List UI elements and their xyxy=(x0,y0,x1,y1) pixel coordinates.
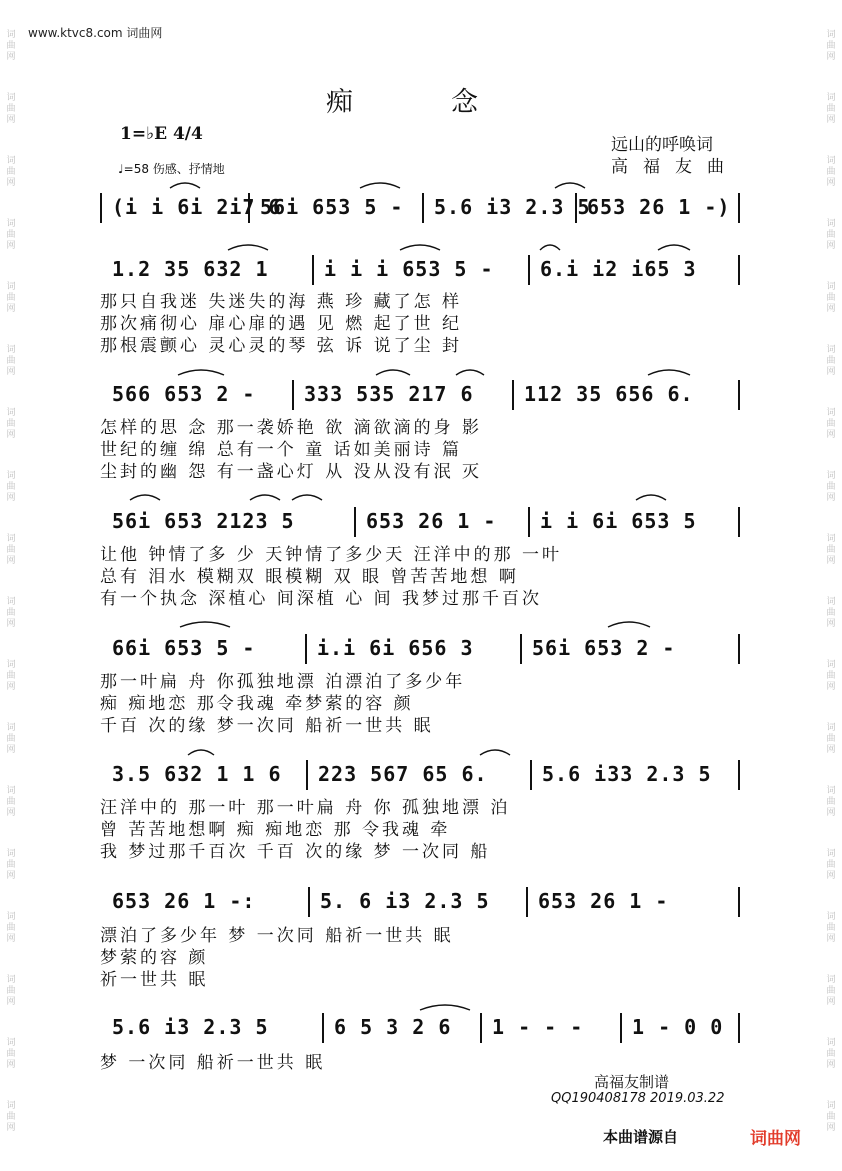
slur-arc xyxy=(130,495,160,500)
slur-arc xyxy=(292,495,322,500)
watermark-char: 词 xyxy=(6,408,16,418)
watermark-char: 曲 xyxy=(826,356,836,366)
watermark-char: 曲 xyxy=(826,797,836,807)
watermark-char: 网 xyxy=(6,493,16,503)
measure-notes: 1 - 0 0 xyxy=(632,1015,724,1039)
watermark-char: 词 xyxy=(826,912,836,922)
watermark-char: 网 xyxy=(6,115,16,125)
measure-notes: i i 6i 653 5 xyxy=(540,509,697,533)
measure-notes: i.i 6i 656 3 xyxy=(317,636,474,660)
slur-arc xyxy=(540,245,560,250)
lyric-line: 让他 钟情了多 少 天钟情了多少天 汪洋中的那 一叶 xyxy=(100,545,563,565)
lyric-line: 痴 痴地恋 那令我魂 牵梦萦的容 颜 xyxy=(100,694,414,714)
slur-arc xyxy=(658,245,690,250)
watermark-char: 曲 xyxy=(6,860,16,870)
watermark-char: 网 xyxy=(6,304,16,314)
watermark-char: 曲 xyxy=(826,167,836,177)
tempo-marking: ♩=58 伤感、抒情地 xyxy=(118,162,225,176)
watermark-char: 网 xyxy=(826,619,836,629)
measure-notes: 6 5 3 2 6 xyxy=(334,1015,452,1039)
slur-arc xyxy=(420,1005,470,1010)
watermark-char: 词 xyxy=(6,849,16,859)
slur-arc xyxy=(480,750,510,755)
watermark-char: 网 xyxy=(826,1060,836,1070)
watermark-char: 曲 xyxy=(826,1049,836,1059)
watermark-char: 曲 xyxy=(826,419,836,429)
watermark-char: 曲 xyxy=(826,671,836,681)
lyric-line: 漂泊了多少年 梦 一次同 船祈一世共 眠 xyxy=(100,926,454,946)
watermark-char: 词 xyxy=(6,345,16,355)
watermark-char: 网 xyxy=(826,115,836,125)
watermark-char: 词 xyxy=(826,30,836,40)
watermark-char: 词 xyxy=(826,93,836,103)
score-maker: 高福友制谱 xyxy=(594,1073,670,1091)
lyric-line: 总有 泪水 模糊双 眼模糊 双 眼 曾苦苦地想 啊 xyxy=(100,567,519,587)
watermark-char: 词 xyxy=(6,1038,16,1048)
watermark-char: 网 xyxy=(826,1123,836,1133)
watermark-char: 网 xyxy=(6,682,16,692)
watermark-char: 网 xyxy=(826,430,836,440)
watermark-char: 曲 xyxy=(826,923,836,933)
watermark-char: 词 xyxy=(826,282,836,292)
site-header[interactable]: www.ktvc8.com 词曲网 xyxy=(28,26,163,40)
watermark-char: 曲 xyxy=(6,419,16,429)
slur-arc xyxy=(178,370,224,375)
watermark-char: 网 xyxy=(6,808,16,818)
measure-notes: 653 26 1 - xyxy=(538,889,669,913)
watermark-char: 曲 xyxy=(826,860,836,870)
measure-notes: 5. 6 i3 2.3 5 xyxy=(320,889,490,913)
watermark-char: 词 xyxy=(826,471,836,481)
watermark-char: 网 xyxy=(826,304,836,314)
watermark-char: 曲 xyxy=(826,608,836,618)
watermark-char: 曲 xyxy=(826,104,836,114)
watermark-char: 词 xyxy=(6,471,16,481)
contact-date: QQ190408178 2019.03.22 xyxy=(551,1091,725,1106)
watermark-char: 词 xyxy=(6,1101,16,1111)
watermark-char: 词 xyxy=(6,912,16,922)
watermark-char: 词 xyxy=(826,723,836,733)
watermark-char: 曲 xyxy=(6,1049,16,1059)
lyric-line: 那次痛彻心 扉心扉的遇 见 燃 起了世 纪 xyxy=(100,314,463,334)
lyric-line: 汪洋中的 那一叶 那一叶扁 舟 你 孤独地漂 泊 xyxy=(100,798,511,818)
measure-notes: 112 35 656 6. xyxy=(524,382,694,406)
measure-notes: 653 26 1 -: xyxy=(112,889,256,913)
lyric-line: 那一叶扁 舟 你孤独地漂 泊漂泊了多少年 xyxy=(100,672,466,692)
watermark-char: 网 xyxy=(826,871,836,881)
watermark-char: 网 xyxy=(6,745,16,755)
slur-arc xyxy=(376,370,410,375)
measure-notes: 1.2 35 632 1 xyxy=(112,257,269,281)
lyric-line: 我 梦过那千百次 千百 次的缘 梦 一次同 船 xyxy=(100,842,491,862)
measure-notes: 66i 653 5 - xyxy=(112,636,256,660)
slur-arc xyxy=(180,622,230,627)
watermark-char: 词 xyxy=(6,93,16,103)
watermark-char: 网 xyxy=(826,808,836,818)
watermark-char: 词 xyxy=(6,975,16,985)
watermark-char: 曲 xyxy=(826,230,836,240)
measure-notes: 5.6 i3 2.3 5 xyxy=(434,195,591,219)
watermark-char: 曲 xyxy=(6,734,16,744)
watermark-char: 网 xyxy=(6,934,16,944)
watermark-char: 词 xyxy=(6,30,16,40)
measure-notes: 566 653 2 - xyxy=(112,382,256,406)
watermark-char: 网 xyxy=(826,556,836,566)
page-title: 痴念 xyxy=(326,87,576,118)
watermark-char: 曲 xyxy=(6,482,16,492)
lyric-line: 尘封的幽 怨 有一盏心灯 从 没从没有泯 灭 xyxy=(100,462,483,482)
watermark-char: 曲 xyxy=(6,1112,16,1122)
watermark-char: 词 xyxy=(826,219,836,229)
measure-notes: 333 535 217 6 xyxy=(304,382,474,406)
measure-notes: 5.6 i33 2.3 5 xyxy=(542,762,712,786)
measure-notes: 56i 653 2 - xyxy=(532,636,676,660)
lyric-line: 那只自我迷 失迷失的海 燕 珍 藏了怎 样 xyxy=(100,292,463,312)
slur-arc xyxy=(648,370,690,375)
watermark-char: 网 xyxy=(6,871,16,881)
watermark-char: 网 xyxy=(826,934,836,944)
composer-credit: 高福友曲 xyxy=(611,157,739,177)
watermark-char: 曲 xyxy=(6,41,16,51)
measure-notes: 56i 653 2123 5 xyxy=(112,509,295,533)
watermark-char: 词 xyxy=(6,786,16,796)
watermark-char: 曲 xyxy=(6,293,16,303)
lyric-line: 世纪的缠 绵 总有一个 童 话如美丽诗 篇 xyxy=(100,440,463,460)
slur-arc xyxy=(456,370,484,375)
lyric-line: 梦萦的容 颜 xyxy=(100,948,209,968)
watermark-char: 词 xyxy=(826,597,836,607)
slur-arc xyxy=(170,183,200,188)
measure-notes: 653 26 1 - xyxy=(366,509,497,533)
brand-logo[interactable]: 词曲网 xyxy=(750,1129,801,1149)
slur-arc xyxy=(555,183,585,188)
watermark-char: 词 xyxy=(826,849,836,859)
slur-arc xyxy=(250,495,280,500)
measure-notes: 6.i i2 i65 3 xyxy=(540,257,697,281)
lyric-line: 有一个执念 深植心 间深植 心 间 我梦过那千百次 xyxy=(100,589,543,609)
watermark-char: 词 xyxy=(826,1101,836,1111)
watermark-char: 曲 xyxy=(826,482,836,492)
watermark-char: 曲 xyxy=(6,671,16,681)
watermark-char: 词 xyxy=(826,786,836,796)
watermark-char: 网 xyxy=(6,178,16,188)
lyric-line: 梦 一次同 船祈一世共 眠 xyxy=(100,1053,326,1073)
watermark-char: 词 xyxy=(6,534,16,544)
watermark-char: 网 xyxy=(6,619,16,629)
measure-notes: 5.6 i3 2.3 5 xyxy=(112,1015,269,1039)
watermark-char: 曲 xyxy=(6,230,16,240)
watermark-char: 网 xyxy=(6,556,16,566)
lyric-line: 怎样的思 念 那一袭娇艳 欲 滴欲滴的身 影 xyxy=(100,418,483,438)
watermark-char: 网 xyxy=(6,997,16,1007)
watermark-char: 词 xyxy=(826,408,836,418)
measure-notes: 653 26 1 -) xyxy=(587,195,731,219)
watermark-char: 词 xyxy=(6,282,16,292)
watermark-char: 词 xyxy=(826,1038,836,1048)
watermark-char: 词 xyxy=(826,345,836,355)
watermark-char: 词 xyxy=(6,597,16,607)
watermark-char: 词 xyxy=(6,156,16,166)
watermark-char: 词 xyxy=(826,975,836,985)
watermark-char: 网 xyxy=(826,52,836,62)
measure-notes: 3.5 632 1 1 6 xyxy=(112,762,282,786)
watermark-char: 网 xyxy=(6,52,16,62)
watermark-char: 网 xyxy=(826,178,836,188)
measure-notes: i i i 653 5 - xyxy=(324,257,494,281)
slur-arc xyxy=(400,245,440,250)
watermark-char: 词 xyxy=(826,156,836,166)
watermark-char: 网 xyxy=(826,997,836,1007)
lyricist-credit: 远山的呼唤词 xyxy=(611,135,713,155)
watermark-char: 曲 xyxy=(826,41,836,51)
watermark-char: 网 xyxy=(6,1060,16,1070)
watermark-char: 词 xyxy=(826,660,836,670)
watermark-char: 曲 xyxy=(826,734,836,744)
watermark-char: 网 xyxy=(826,682,836,692)
watermark-char: 网 xyxy=(6,241,16,251)
watermark-char: 曲 xyxy=(826,986,836,996)
watermark-char: 曲 xyxy=(6,986,16,996)
watermark-char: 曲 xyxy=(6,167,16,177)
measure-notes: (i i 6i 2i7 6 xyxy=(112,195,282,219)
watermark-char: 曲 xyxy=(826,545,836,555)
watermark-char: 曲 xyxy=(6,356,16,366)
measure-notes: 56i 653 5 - xyxy=(260,195,404,219)
watermark-char: 网 xyxy=(6,367,16,377)
source-label: 本曲谱源自 xyxy=(603,1128,679,1146)
key-signature: 1=♭E 4/4 xyxy=(120,124,203,144)
watermark-char: 曲 xyxy=(826,1112,836,1122)
watermark-char: 曲 xyxy=(6,545,16,555)
measure-notes: 223 567 65 6. xyxy=(318,762,488,786)
watermark-char: 曲 xyxy=(826,293,836,303)
slur-arc xyxy=(228,245,268,250)
slur-arc xyxy=(636,495,666,500)
lyric-line: 那根震颤心 灵心灵的琴 弦 诉 说了尘 封 xyxy=(100,336,463,356)
lyric-line: 祈一世共 眠 xyxy=(100,970,209,990)
watermark-char: 曲 xyxy=(6,923,16,933)
watermark-char: 网 xyxy=(826,367,836,377)
watermark-char: 曲 xyxy=(6,608,16,618)
watermark-char: 网 xyxy=(6,1123,16,1133)
watermark-char: 网 xyxy=(826,241,836,251)
measure-notes: 1 - - - xyxy=(492,1015,584,1039)
lyric-line: 曾 苦苦地想啊 痴 痴地恋 那 令我魂 牵 xyxy=(100,820,451,840)
watermark-char: 词 xyxy=(826,534,836,544)
watermark-char: 曲 xyxy=(6,797,16,807)
watermark-char: 网 xyxy=(6,430,16,440)
watermark-char: 词 xyxy=(6,723,16,733)
watermark-char: 网 xyxy=(826,745,836,755)
lyric-line: 千百 次的缘 梦一次同 船祈一世共 眠 xyxy=(100,716,434,736)
watermark-char: 曲 xyxy=(6,104,16,114)
watermark-char: 词 xyxy=(6,660,16,670)
watermark-char: 网 xyxy=(826,493,836,503)
watermark-char: 词 xyxy=(6,219,16,229)
slur-arc xyxy=(608,622,650,627)
slur-arc xyxy=(188,750,214,755)
slur-arc xyxy=(360,183,400,188)
